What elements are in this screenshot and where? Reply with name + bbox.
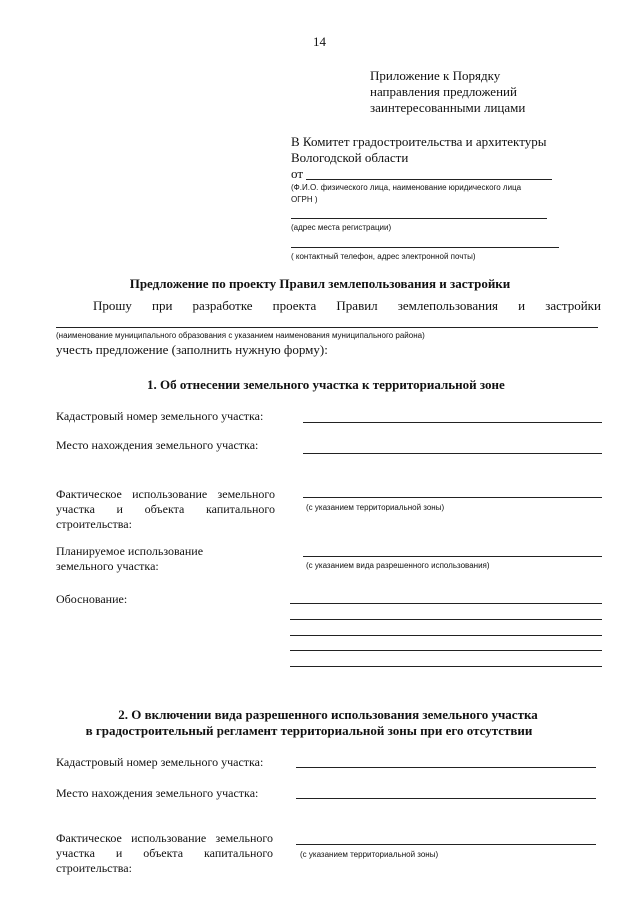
appendix-line: направления предложений bbox=[370, 84, 517, 99]
from-label: от bbox=[291, 166, 304, 181]
appendix-line: Приложение к Порядку bbox=[370, 68, 501, 83]
location-field[interactable] bbox=[296, 798, 596, 799]
location-label: Место нахождения земельного участка: bbox=[56, 438, 259, 452]
registration-address-field[interactable] bbox=[291, 218, 547, 219]
address-hint: (адрес места регистрации) bbox=[291, 223, 392, 232]
contacts-field[interactable] bbox=[291, 247, 559, 248]
label-line: строительства: bbox=[56, 517, 132, 531]
label-line: строительства: bbox=[56, 861, 132, 875]
cadastral-field[interactable] bbox=[303, 422, 602, 423]
request-word: и bbox=[518, 298, 526, 313]
justification-field-2[interactable] bbox=[290, 619, 602, 620]
label-line: Планируемое использование bbox=[56, 544, 204, 558]
justification-field-3[interactable] bbox=[290, 635, 602, 636]
ogrn-hint: ОГРН ) bbox=[291, 195, 318, 204]
request-word: разработке bbox=[192, 298, 253, 313]
planned-use-hint: (с указанием вида разрешенного использования) bbox=[306, 561, 490, 570]
addressee-line: Вологодской области bbox=[291, 150, 409, 165]
justification-field-4[interactable] bbox=[290, 650, 602, 651]
actual-use-label bbox=[56, 831, 273, 876]
request-word: при bbox=[152, 298, 173, 313]
name-hint: (Ф.И.О. физического лица, наименование юридического лица bbox=[291, 183, 522, 192]
planned-use-label bbox=[56, 544, 203, 574]
request-word: проекта bbox=[272, 298, 317, 313]
location-field[interactable] bbox=[303, 453, 602, 454]
request-word: застройки bbox=[545, 298, 601, 313]
cadastral-label: Кадастровый номер земельного участка: bbox=[56, 755, 264, 769]
actual-use-hint: (с указанием территориальной зоны) bbox=[300, 850, 439, 859]
cadastral-label: Кадастровый номер земельного участка: bbox=[56, 409, 264, 423]
section2-title-line2: в градостроительный регламент территориальной зоны при его отсутствии bbox=[85, 723, 533, 738]
label-line: Фактическое использование земельного bbox=[56, 487, 275, 501]
justification-label: Обоснование: bbox=[56, 592, 128, 606]
actual-use-label bbox=[56, 487, 275, 532]
appendix-note bbox=[370, 68, 525, 116]
document-title: Предложение по проекту Правил землепользования и застройки bbox=[129, 276, 511, 291]
cadastral-field[interactable] bbox=[296, 767, 596, 768]
municipality-field[interactable] bbox=[56, 327, 598, 328]
section1-title: 1. Об отнесении земельного участка к территориальной зоне bbox=[147, 377, 505, 392]
label-line: участка и объекта капитального bbox=[56, 502, 275, 516]
request-continuation: учесть предложение (заполнить нужную форму): bbox=[56, 342, 328, 357]
contacts-hint: ( контактный телефон, адрес электронной почты) bbox=[291, 252, 476, 261]
request-word: Прошу bbox=[93, 298, 132, 313]
addressee-line: В Комитет градостроительства и архитектуры bbox=[291, 134, 547, 149]
section2-title-line1: 2. О включении вида разрешенного использования земельного участка bbox=[118, 707, 538, 722]
page-number: 14 bbox=[313, 34, 326, 49]
planned-use-field[interactable] bbox=[303, 556, 602, 557]
actual-use-field[interactable] bbox=[303, 497, 602, 498]
justification-field-5[interactable] bbox=[290, 666, 602, 667]
justification-field-1[interactable] bbox=[290, 603, 602, 604]
request-word: землепользования bbox=[397, 298, 499, 313]
location-label: Место нахождения земельного участка: bbox=[56, 786, 259, 800]
from-name-field[interactable] bbox=[306, 179, 552, 180]
actual-use-field[interactable] bbox=[296, 844, 596, 845]
label-line: земельного участка: bbox=[56, 559, 159, 573]
appendix-line: заинтересованными лицами bbox=[370, 100, 526, 115]
actual-use-hint: (с указанием территориальной зоны) bbox=[306, 503, 445, 512]
request-line bbox=[93, 298, 601, 314]
request-word: Правил bbox=[336, 298, 378, 313]
municipality-hint: (наименование муниципального образования с указанием наименования муниципального района) bbox=[56, 331, 425, 340]
label-line: участка и объекта капитального bbox=[56, 846, 273, 860]
label-line: Фактическое использование земельного bbox=[56, 831, 273, 845]
